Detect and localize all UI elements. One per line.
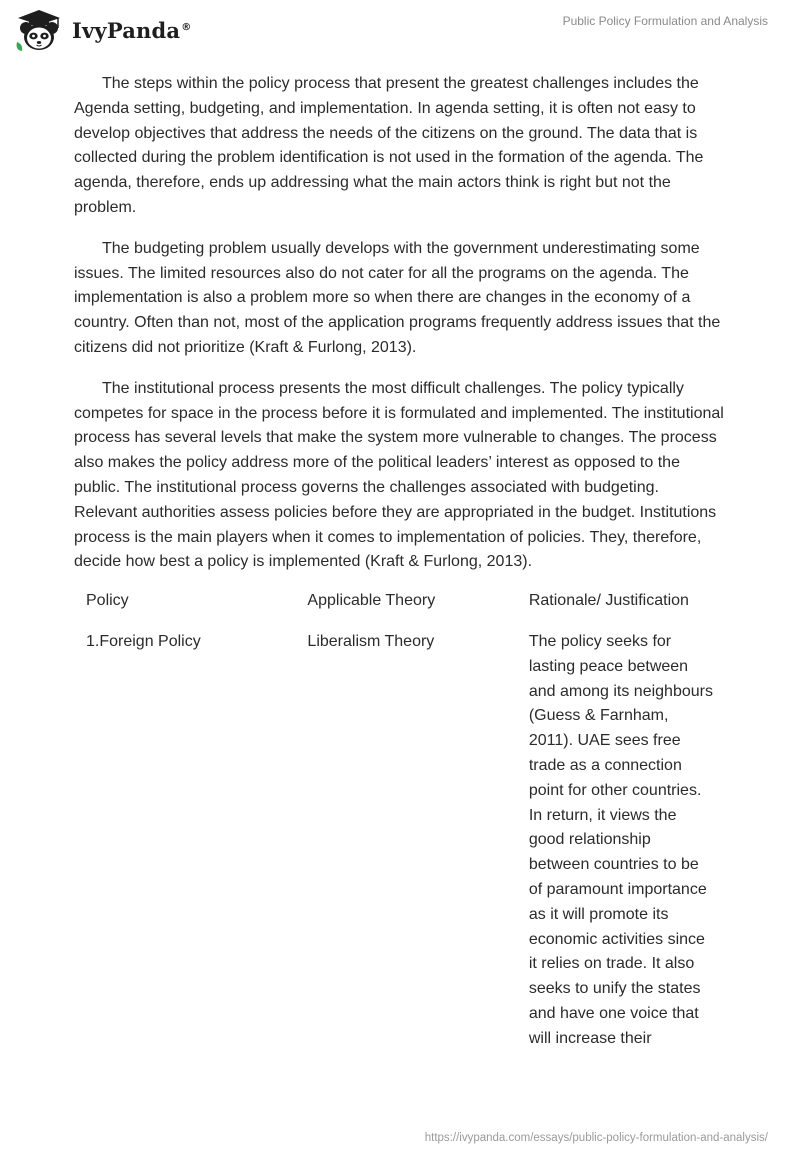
cell-policy: 1.Foreign Policy [86,632,201,650]
paragraph-agenda-setting: The steps within the policy process that present the greatest challenges includes the Agenda setting, budgeting, and implementation. In agenda setting, it is often not easy to develop objectives that address the needs of the citizens on the ground. The data that is collected during the problem identification is not used in the formation of the agenda. The agenda, therefore, ends up addressing what the main actors think is right but not the problem. [74,75,704,216]
cell-theory: Liberalism Theory [307,632,435,650]
table-header-row [74,589,726,630]
header-policy: Policy [86,592,129,610]
header-rationale: Rationale/ Justification [528,592,689,610]
header-applicable-theory: Applicable Theory [307,592,436,610]
paragraph-institutional-process: The institutional process presents the most difficult challenges. The policy typically competes for space in the process before it is formulated and implemented. The institutional process has several levels that make the system more vulnerable to changes. The process also makes the policy address more of the political leaders’ interest as opposed to the public. The institutional process governs the challenges associated with budgeting. Relevant authorities assess policies before they are appropriated in the budget. Institutions process is the main players when it comes to implementation of policies. They, therefore, decide how best a policy is implemented (Kraft & Furlong, 2013). [74,379,724,571]
brand-name: IvyPanda® [72,17,192,43]
paragraph-budgeting: The budgeting problem usually develops with the government underestimating some issues. The limited resources also do not cater for all the programs on the agenda. The implementation is also a problem more so when there are changes in the economy of a country. Often than not, most of the application programs frequently address issues that the citizens did not prioritize (Kraft & Furlong, 2013). [74,239,721,356]
document-title: Public Policy Formulation and Analysis [562,14,768,28]
panda-graduate-icon [14,8,64,52]
cell-rationale: The policy seeks for lasting peace between and among its neighbours (Guess & Farnham, 2011). UAE sees free trade as a connection point for other countries. In return, it views the good relationship between countries to be of paramount importance as it will promote its economic activities since it relies on trade. It also seeks to unify the states and have one voice that will increase their [528,632,713,1047]
page-header [0,0,800,60]
policy-table [74,589,726,1067]
table-row [74,630,726,1068]
ivypanda-logo[interactable] [14,8,191,52]
essay-content [74,72,726,1067]
source-url[interactable]: https://ivypanda.com/essays/public-policy-formulation-and-analysis/ [424,1132,768,1144]
